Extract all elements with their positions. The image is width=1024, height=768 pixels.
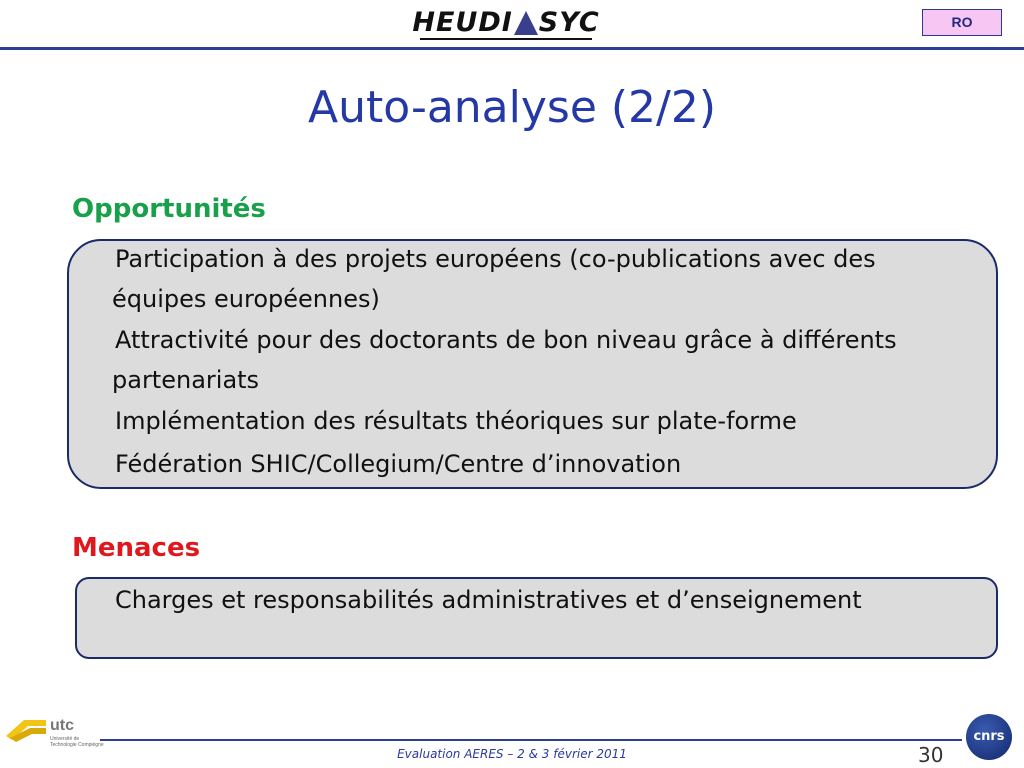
opportunity-item: Attractivité pour des doctorants de bon niveau grâce à différents partenariats [112, 326, 897, 394]
utc-name: utc [50, 717, 74, 734]
logo-text-right: SYC [538, 7, 600, 38]
opportunity-item: Fédération SHIC/Collegium/Centre d’innovation [115, 450, 682, 478]
opportunity-item: Participation à des projets européens (co-publications avec des équipes européennes) [112, 245, 876, 313]
opportunity-item: Implémentation des résultats théoriques sur plate-forme [115, 407, 797, 435]
logo-text-left: HEUDI [412, 7, 513, 38]
footer-text: Evaluation AERES – 2 & 3 février 2011 [397, 747, 627, 761]
logo-underline [420, 38, 592, 40]
opportunities-heading: Opportunités [72, 194, 266, 224]
cnrs-logo: cnrs [966, 714, 1012, 760]
slide-title: Auto-analyse (2/2) [307, 82, 717, 133]
heudiasyc-logo [412, 6, 600, 40]
header-rule [0, 47, 1024, 50]
logo-triangle-icon [514, 11, 538, 35]
page-number: 30 [918, 743, 944, 767]
utc-subtitle: Université de Technologie Compiègne [50, 736, 104, 748]
threats-heading: Menaces [72, 533, 201, 563]
ro-badge: RO [922, 9, 1002, 36]
threat-item: Charges et responsabilités administratives et d’enseignement [115, 586, 862, 614]
footer-rule [100, 739, 962, 741]
utc-mark-icon [6, 716, 46, 742]
